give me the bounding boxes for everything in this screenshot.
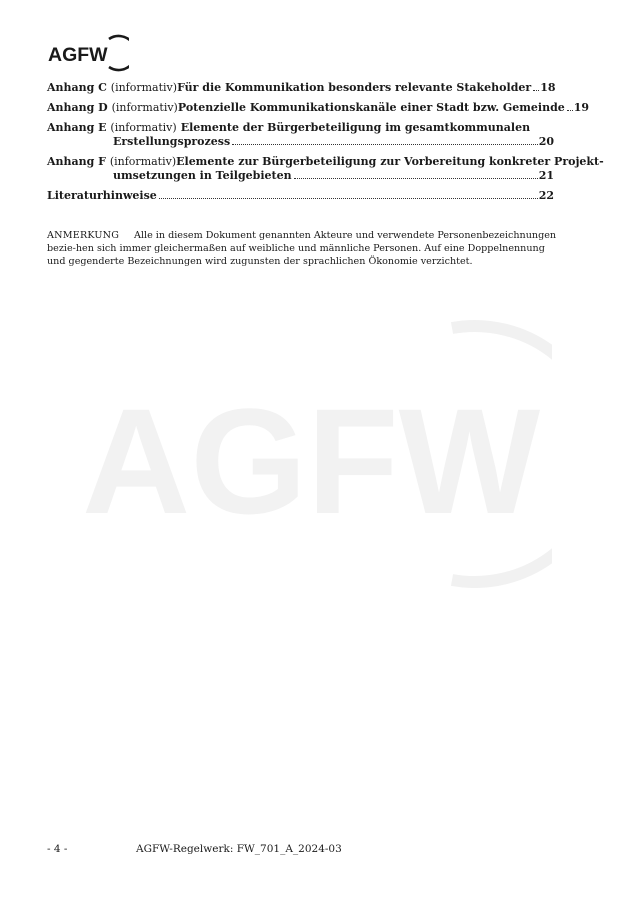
toc-page: 21 [538, 169, 554, 182]
watermark-text: AGFW [82, 377, 541, 545]
toc-entry-anhang-c[interactable] [47, 81, 554, 95]
toc-title-continued: Erstellungsprozess [113, 135, 231, 148]
toc-leader [567, 110, 573, 111]
toc-qualifier: (informativ) [110, 121, 177, 134]
toc-label: Anhang E [47, 121, 107, 134]
toc-leader [533, 90, 539, 91]
agfw-logo [47, 33, 129, 73]
toc-label: Anhang C [47, 81, 107, 94]
toc-qualifier: (informativ) [109, 155, 177, 168]
agfw-watermark [82, 318, 552, 588]
toc-leader [294, 178, 538, 179]
toc-entry-anhang-d[interactable] [47, 101, 590, 115]
toc-qualifier: (informativ) [111, 101, 178, 114]
toc-label: Anhang D [47, 101, 108, 114]
toc-page: 19 [573, 101, 590, 114]
logo-text: AGFW [48, 44, 108, 66]
note-text: Alle in diesem Dokument genannten Akteure und verwendete Personenbezeichnungen bezie-hen sich immer gleichermaßen auf weibliche und männliche Personen. Auf eine Doppelnennung und gegenderte Bezeichnungen wird zugunsten der sprachlichen Ökonomie verzichtet. [47, 230, 557, 267]
toc-page: 20 [538, 135, 554, 148]
toc-entry-anhang-f[interactable] [47, 155, 604, 183]
toc-label: Anhang F [47, 155, 106, 168]
toc-title: Literaturhinweise [47, 189, 157, 202]
toc-title: Elemente der Bürgerbeteiligung im gesamtkommunalen [180, 121, 531, 134]
toc-qualifier: (informativ) [110, 81, 178, 94]
toc-title: Elemente zur Bürgerbeteiligung zur Vorbereitung konkreter Projekt- [176, 155, 604, 168]
toc-leader [232, 144, 538, 145]
document-reference: AGFW-Regelwerk: FW_701_A_2024-03 [136, 843, 342, 855]
toc-page: 22 [538, 189, 554, 202]
toc-entry-anhang-e[interactable] [47, 121, 554, 149]
toc-title: Potenzielle Kommunikationskanäle einer Stadt bzw. Gemeinde [177, 101, 565, 114]
toc-leader [159, 198, 538, 199]
note-paragraph [47, 229, 562, 268]
note-label: ANMERKUNG [47, 230, 120, 241]
toc-title: Für die Kommunikation besonders relevante Stakeholder [177, 81, 532, 94]
page-number: - 4 - [47, 843, 68, 855]
toc-page: 18 [540, 81, 556, 94]
toc-entry-literaturhinweise[interactable] [47, 189, 554, 203]
toc-title-continued: umsetzungen in Teilgebieten [113, 169, 292, 182]
table-of-contents [47, 81, 604, 209]
